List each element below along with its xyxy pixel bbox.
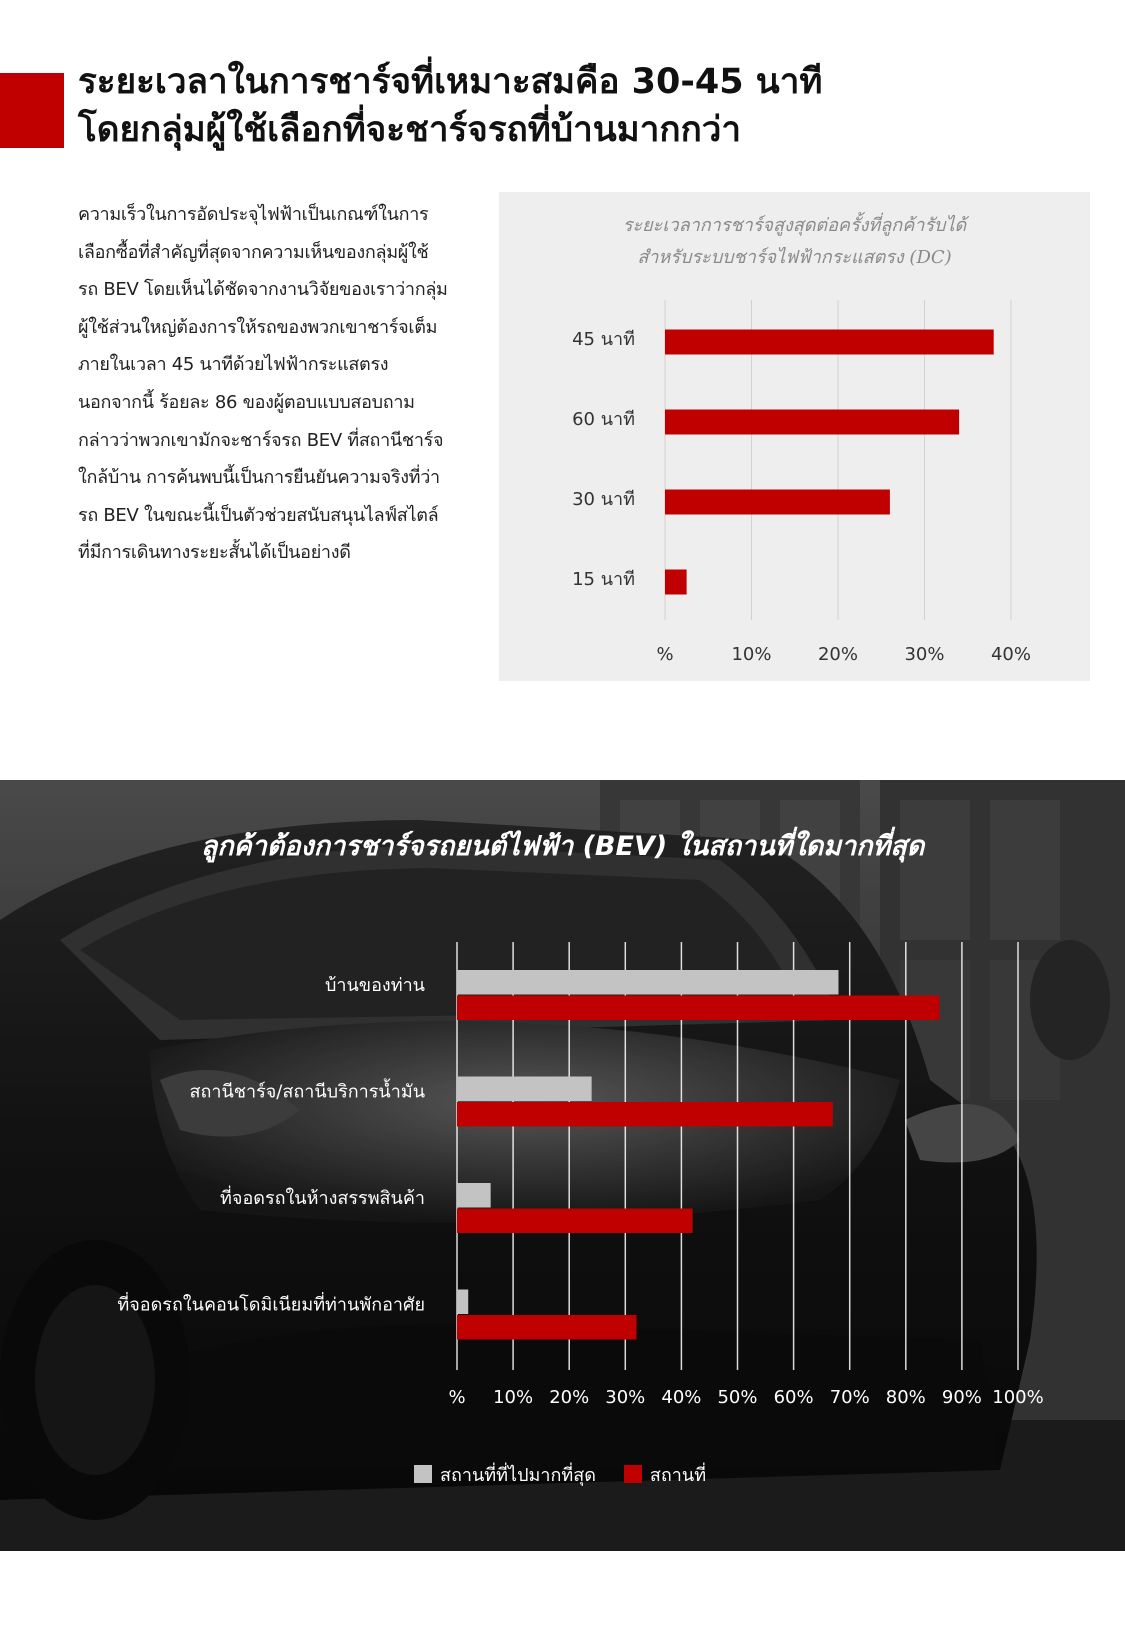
x-tick-label: 20% (817, 644, 859, 665)
category-label: สถานีชาร์จ/สถานีบริการน้ำมัน (189, 1081, 425, 1103)
x-tick-label: 90% (941, 1387, 982, 1408)
bar-most-visited (457, 970, 838, 995)
x-tick-label: 20% (549, 1387, 590, 1408)
page-title-line-2: โดยกลุ่มผู้ใช้เลือกที่จะชาร์จรถที่บ้านมากกว่า (78, 110, 742, 150)
body-line: ที่มีการเดินทางระยะสั้นได้เป็นอย่างดี (78, 542, 351, 564)
category-label: บ้านของท่าน (324, 975, 425, 996)
charging-time-chart-panel (499, 192, 1090, 681)
x-tick-label: 40% (990, 644, 1032, 665)
charging-location-chart (0, 780, 1125, 1551)
x-tick-label: 60% (773, 1387, 814, 1408)
bar-most-visited (457, 1077, 592, 1102)
chart-legend (414, 1459, 706, 1489)
charging-time-chart-title-line-1: ระยะเวลาการชาร์จสูงสุดต่อครั้งที่ลูกค้ารับได้ (622, 215, 967, 236)
bar-most-visited (457, 1290, 468, 1315)
body-line: กล่าวว่าพวกเขามักจะชาร์จรถ BEV ที่สถานีชาร์จ (78, 429, 444, 451)
legend-label: สถานที่ (649, 1464, 707, 1486)
page-title (78, 58, 1098, 154)
bar-location (457, 1102, 833, 1127)
body-line: รถ BEV ในขณะนี้เป็นตัวช่วยสนับสนุนไลฟ์สไตล์ (78, 504, 439, 526)
x-tick-label: % (448, 1387, 466, 1408)
x-tick-label: 50% (717, 1387, 758, 1408)
body-line: ใกล้บ้าน การค้นพบนี้เป็นการยืนยันความจริงที่ว่า (78, 467, 440, 489)
charging-time-chart-title-line-2: สำหรับระบบชาร์จไฟฟ้ากระแสตรง (DC) (637, 247, 952, 268)
body-line: ภายในเวลา 45 นาทีด้วยไฟฟ้ากระแสตรง (78, 354, 389, 376)
category-label: ที่จอดรถในห้างสรรพสินค้า (220, 1188, 425, 1209)
bar-most-visited (457, 1183, 491, 1208)
bar (665, 410, 959, 435)
body-line: นอกจากนี้ ร้อยละ 86 ของผู้ตอบแบบสอบถาม (78, 391, 415, 413)
body-line: ความเร็วในการอัดประจุไฟฟ้าเป็นเกณฑ์ในการ (78, 204, 429, 225)
body-paragraph (78, 196, 466, 572)
category-label: 45 นาที (572, 329, 635, 350)
bar-location (457, 996, 939, 1021)
category-label: 15 นาที (572, 569, 635, 590)
title-accent-bar (0, 73, 64, 148)
charging-location-chart-title: ลูกค้าต้องการชาร์จรถยนต์ไฟฟ้า (BEV) ในสถานที่ใดมากที่สุด (200, 831, 925, 862)
legend-item-most-visited (414, 1460, 596, 1489)
x-tick-label: % (656, 644, 674, 665)
legend-item-location (624, 1460, 706, 1489)
legend-swatch-gray (414, 1465, 432, 1483)
category-label: 30 นาที (572, 489, 635, 510)
x-tick-label: 30% (904, 644, 945, 665)
x-tick-label: 70% (829, 1387, 870, 1408)
x-tick-label: 40% (661, 1387, 702, 1408)
x-tick-label: 10% (493, 1387, 534, 1408)
bar-location (457, 1209, 693, 1234)
category-label: 60 นาที (572, 409, 635, 430)
charging-location-section (0, 780, 1125, 1551)
x-tick-label: 30% (605, 1387, 646, 1408)
charging-time-chart (499, 192, 1090, 681)
x-tick-label: 10% (731, 644, 772, 665)
legend-swatch-red (624, 1465, 642, 1483)
bar-location (457, 1315, 637, 1340)
body-line: รถ BEV โดยเห็นได้ชัดจากงานวิจัยของเราว่ากลุ่ม (78, 279, 448, 301)
bar (665, 570, 687, 595)
body-line: เลือกซื้อที่สำคัญที่สุดจากความเห็นของกลุ่มผู้ใช้ (78, 241, 429, 263)
legend-label: สถานที่ที่ไปมากที่สุด (440, 1464, 596, 1486)
page-title-line-1: ระยะเวลาในการชาร์จที่เหมาะสมคือ 30-45 นาที (78, 62, 823, 102)
category-label: ที่จอดรถในคอนโดมิเนียมที่ท่านพักอาศัย (117, 1294, 425, 1316)
bar (665, 330, 994, 355)
body-line: ผู้ใช้ส่วนใหญ่ต้องการให้รถของพวกเขาชาร์จเต็ม (78, 316, 438, 338)
bar (665, 490, 890, 515)
x-tick-label: 80% (885, 1387, 926, 1408)
x-tick-label: 100% (992, 1387, 1044, 1408)
